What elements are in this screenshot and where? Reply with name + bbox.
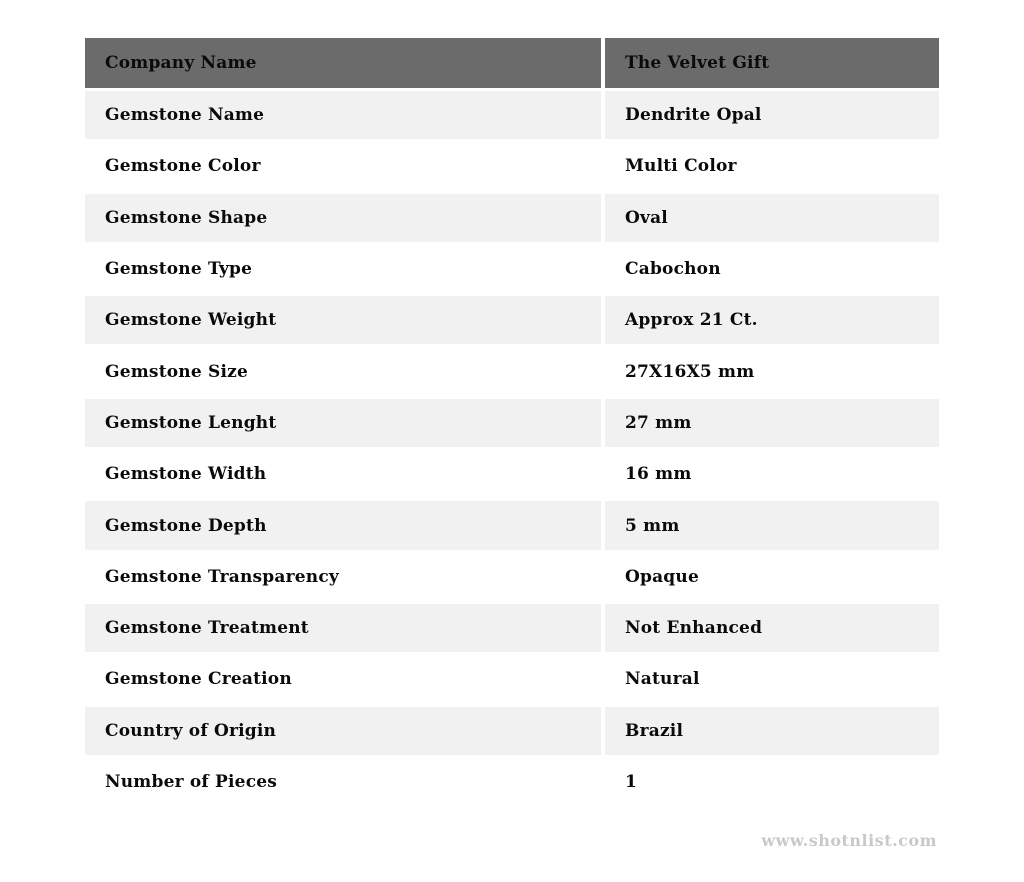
field-value-cell: Not Enhanced [605,604,939,652]
field-label-cell: Country of Origin [85,707,601,755]
table-row [85,296,939,344]
field-label-cell: Gemstone Width [85,450,601,498]
table-row [85,604,939,652]
field-value-cell: Oval [605,194,939,242]
field-label-cell: Gemstone Weight [85,296,601,344]
header-label-cell: Company Name [85,38,601,88]
field-label-cell: Gemstone Size [85,347,601,395]
field-label-cell: Gemstone Type [85,245,601,293]
field-value-cell: 1 [605,758,939,806]
field-label-cell: Gemstone Color [85,142,601,190]
field-value-cell: Dendrite Opal [605,91,939,139]
field-value-cell: 5 mm [605,501,939,549]
gemstone-spec-table [85,38,939,806]
table-row [85,758,939,806]
field-value-cell: Approx 21 Ct. [605,296,939,344]
table-row [85,91,939,139]
field-label-cell: Gemstone Lenght [85,399,601,447]
field-label-cell: Gemstone Depth [85,501,601,549]
field-value-cell: Brazil [605,707,939,755]
table-row [85,399,939,447]
field-label-cell: Gemstone Creation [85,655,601,703]
table-row [85,655,939,703]
table-header-row [85,38,939,88]
table-row [85,450,939,498]
table-row [85,347,939,395]
table-row [85,245,939,293]
table-row [85,142,939,190]
field-value-cell: Multi Color [605,142,939,190]
field-value-cell: Cabochon [605,245,939,293]
field-value-cell: 16 mm [605,450,939,498]
table-row [85,553,939,601]
field-value-cell: Natural [605,655,939,703]
table-row [85,707,939,755]
field-value-cell: 27X16X5 mm [605,347,939,395]
header-value-cell: The Velvet Gift [605,38,939,88]
field-value-cell: Opaque [605,553,939,601]
field-label-cell: Gemstone Transparency [85,553,601,601]
table-row [85,194,939,242]
table-row [85,501,939,549]
field-label-cell: Gemstone Name [85,91,601,139]
field-label-cell: Gemstone Treatment [85,604,601,652]
field-label-cell: Number of Pieces [85,758,601,806]
field-label-cell: Gemstone Shape [85,194,601,242]
field-value-cell: 27 mm [605,399,939,447]
watermark-text: www.shotnlist.com [761,831,937,850]
